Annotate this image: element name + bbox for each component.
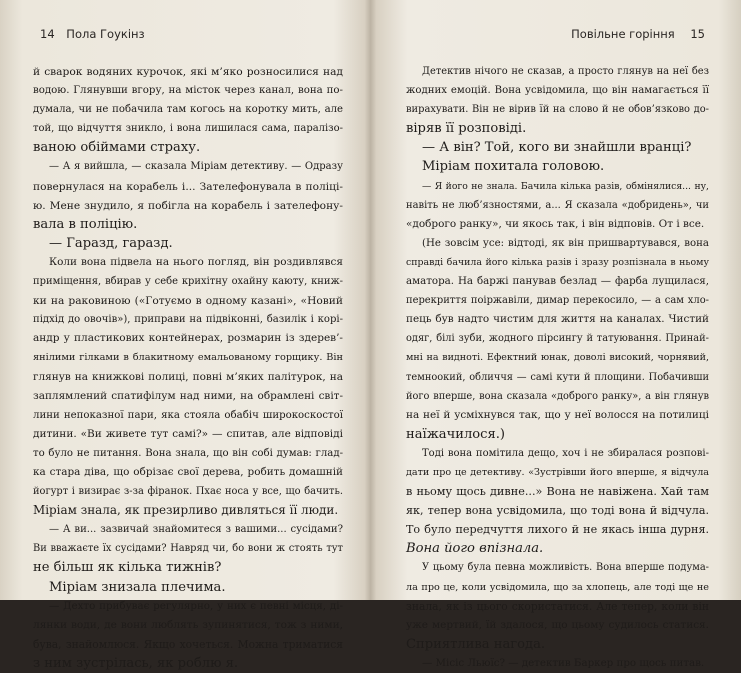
text-line: (Не зовсім усе: відтоді, як він пришвартувався, вона bbox=[422, 237, 709, 249]
text-line: Ви вважаєте їх сусідами? Навряд чи, бо вони ж стоять тут bbox=[33, 543, 343, 555]
text-line: вала в поліцію. bbox=[33, 216, 138, 232]
text-line: його вперше, вона сказала «доброго ранку», а він глянув bbox=[406, 390, 709, 402]
text-line: дати про це детективу. «Зустрівши його вперше, я відчула bbox=[406, 466, 709, 478]
text-line: йогурт і визирає з-за фіранок. Пхає носа у все, що бачить. bbox=[33, 486, 343, 498]
text-line: Коли вона підвела на нього погляд, він роздивлявся bbox=[49, 255, 343, 268]
text-line: лянки води, де вони люблять зупинятися, тож з ними, bbox=[33, 618, 343, 631]
text-line: Вона його впізнала. bbox=[406, 541, 544, 557]
text-line: знала, як із цього скористатися. Але тепер, коли він bbox=[406, 599, 709, 613]
text-line: й сварок водяних курочок, які м’яко розносилися над bbox=[33, 65, 343, 78]
page-number: 15 bbox=[690, 27, 705, 41]
left-page bbox=[0, 0, 370, 671]
text-line: ки на раковиною («Готуємо в одному казані», «Новий bbox=[33, 294, 343, 308]
text-line: Міріам знизала плечима. bbox=[49, 579, 226, 595]
text-line: водою. Глянувши вгору, на місток через канал, вона по- bbox=[33, 85, 343, 97]
running-header-title: Повільне горіння bbox=[571, 27, 675, 41]
text-line: з ним зустрілась, як роблю я. bbox=[33, 655, 239, 671]
text-line: Детектив нічого не сказав, а просто глянув на неї без bbox=[422, 66, 709, 77]
text-line: не більш як кілька тижнів? bbox=[33, 560, 222, 576]
text-line: уже мертвий, їй здалося, що цьому судилось статися. bbox=[406, 618, 709, 631]
page-header bbox=[571, 27, 705, 41]
right-page-text bbox=[406, 62, 709, 673]
text-line: вирахувати. Він не вірив їй на слово й не обов’язково до- bbox=[406, 104, 709, 116]
text-line: пець був надто чистим для життя на каналах. Чистий bbox=[406, 313, 709, 326]
text-line: — Я його не знала. Бачила кілька разів, обмінялися... ну, bbox=[422, 180, 709, 192]
left-page-text bbox=[33, 62, 343, 673]
text-line: думала, чи не побачила там когось на коротку мить, але bbox=[33, 104, 343, 116]
text-line: Тоді вона помітила дещо, хоч і не збиралася розпові- bbox=[422, 447, 709, 459]
text-line: той, що відчуття зникло, і вона лишилася сама, паралізо- bbox=[33, 123, 343, 135]
text-line: навіть не люб’язностями, а... Я сказала «добридень», чи bbox=[406, 199, 709, 211]
text-line: — Дехто прибуває регулярно, у них є певні місця, ді- bbox=[49, 599, 343, 612]
text-line: на неї й усміхнувся так, що у неї волосся на потилиці bbox=[406, 408, 709, 421]
text-line: ю. Мене знудило, я побігла на корабель і зателефону- bbox=[33, 198, 343, 212]
text-line: приміщення, вбирав у себе крихітну охайну каюту, книж- bbox=[33, 276, 343, 288]
page-header bbox=[40, 27, 145, 41]
text-line: андр у пластикових контейнерах, розмарин із здерев’- bbox=[33, 332, 343, 345]
text-line: — А я вийшла, — сказала Міріам детективу. — Одразу bbox=[49, 161, 343, 173]
text-line: повернулася на корабель і... Зателефонувала в поліці- bbox=[33, 179, 343, 193]
text-line: справді бачила його кілька разів і зразу розпізнала в ньому bbox=[406, 256, 709, 268]
text-line: наїжачилося.) bbox=[406, 426, 506, 442]
running-header-author: Пола Гоукінз bbox=[66, 27, 145, 41]
text-line: Міріам знала, як презирливо дивляться її люди. bbox=[33, 503, 339, 518]
text-line: — А ви... зазвичай знайомитеся з вашими... сусідами? bbox=[49, 524, 343, 536]
text-line: заплямлений спатифілум над ними, на обрамлені світ- bbox=[33, 389, 343, 402]
text-line: дитини. «Ви живете тут самі?» — спитав, але відповіді bbox=[33, 427, 343, 440]
text-line: бува, знайомлюся. Якщо хочеться. Можна триматися bbox=[33, 637, 343, 651]
text-line: підхід до овочів»), приправи на підвіконні, базилік і корі- bbox=[33, 314, 343, 326]
text-line: перекриття поіржавіли, димар перекосило, — а сам хло- bbox=[406, 295, 709, 307]
text-line: — Місіс Льюїс? — детектив Баркер про щось питав. bbox=[422, 656, 705, 669]
text-line: жодних емоцій. Вона усвідомила, що він намагається її bbox=[406, 85, 709, 97]
text-line: У цьому була певна можливість. Вона вперше подума- bbox=[422, 562, 709, 574]
text-line: мні на видноті. Ефектний юнак, доволі високий, чорнявий, bbox=[406, 352, 709, 364]
text-line: ваною обіймами страху. bbox=[33, 140, 201, 156]
text-line: — Гаразд, гаразд. bbox=[49, 235, 173, 251]
text-line: в ньому щось дивне...» Вона не навіжена. Хай там bbox=[406, 485, 709, 499]
right-page bbox=[371, 0, 741, 669]
text-line: глянув на книжкові полиці, повні м’яких палітурок, на bbox=[33, 370, 343, 383]
page-number: 14 bbox=[40, 27, 55, 41]
text-line: то було не питання. Вона знала, що він собі думав: глад- bbox=[33, 447, 343, 459]
text-line: одяг, білі зуби, жодного пірсингу й татуювання. Принай- bbox=[406, 333, 709, 345]
text-line: темноокий, обличчя — самі кути й площини. Побачивши bbox=[406, 371, 709, 383]
text-line: аматора. На баржі панував безлад — фарба лущилася, bbox=[406, 275, 709, 288]
text-line: янілими гілками в блакитному емальованому горщику. Він bbox=[33, 352, 343, 364]
text-line: лини непоказної пари, яка стояла обабіч широкоскостої bbox=[33, 409, 343, 421]
text-line: Сприятлива нагода. bbox=[406, 636, 546, 652]
text-line: То було передчуття лихого й не якась інша дурня. bbox=[406, 523, 709, 537]
text-line: як, тепер вона усвідомила, що тоді вона й відчула. bbox=[406, 504, 709, 518]
text-line: Міріам похитала головою. bbox=[422, 159, 605, 175]
text-line: «доброго ранку», чи якось так, і він відповів. От і все. bbox=[406, 217, 705, 230]
text-line: — А він? Той, кого ви знайшли вранці? bbox=[422, 140, 692, 156]
text-line: ла про це, коли усвідомила, що за хлопець, але тоді ще не bbox=[406, 581, 709, 593]
text-line: ка стара діва, що обрізає свої дерева, робить домашній bbox=[33, 465, 343, 478]
text-line: віряв її розповіді. bbox=[406, 121, 527, 137]
